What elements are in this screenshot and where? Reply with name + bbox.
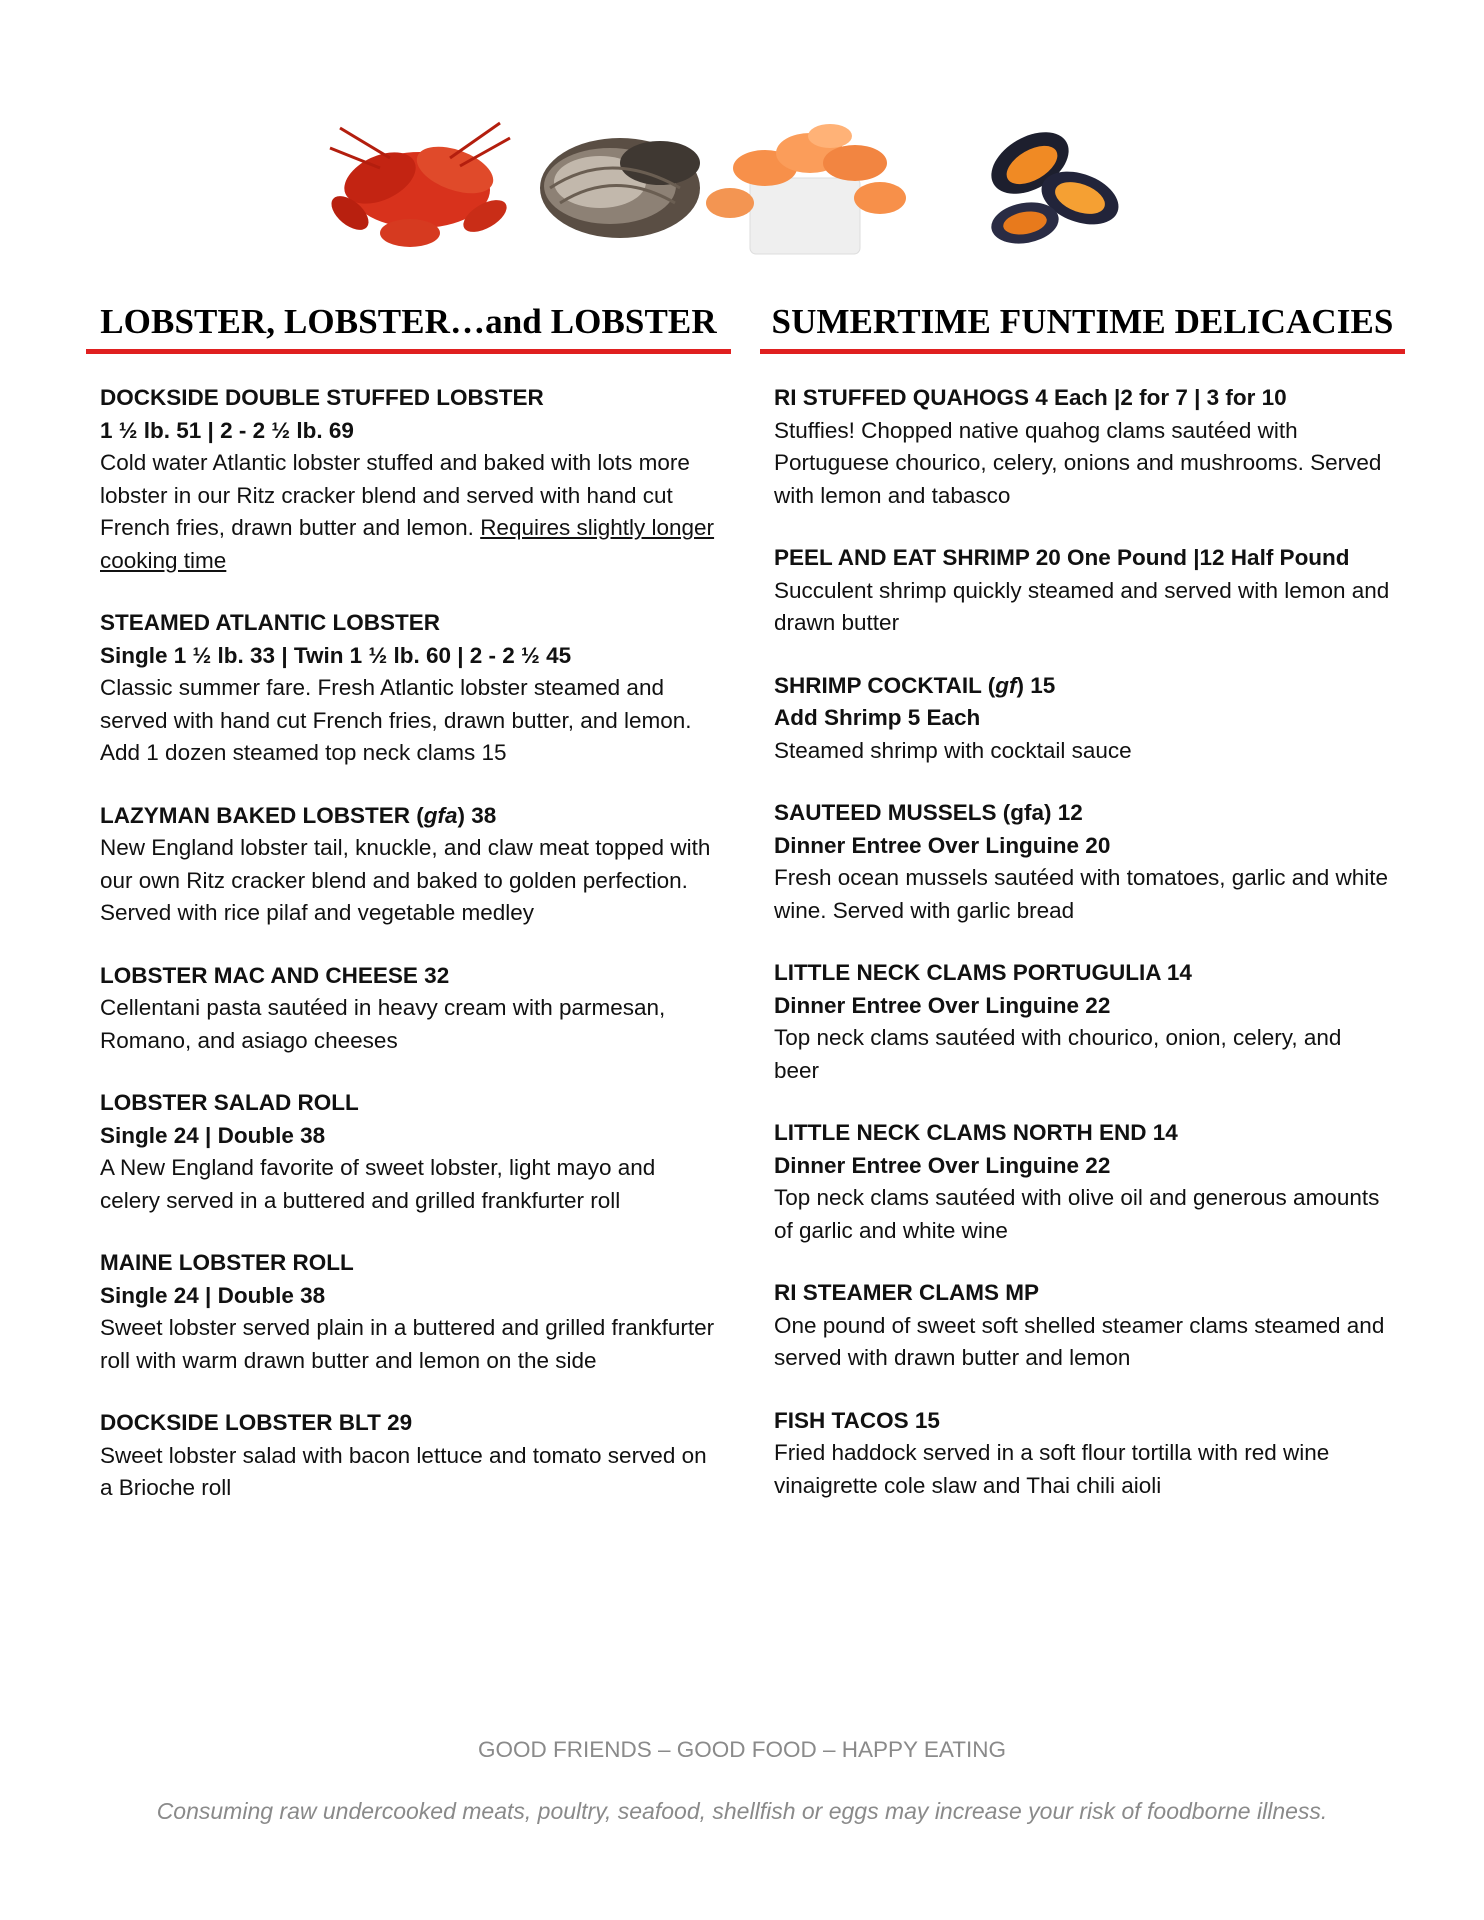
menu-item: [774, 957, 1391, 1087]
item-name: DOCKSIDE LOBSTER BLT 29: [100, 1410, 413, 1435]
item-name: SHRIMP COCKTAIL (gf) 15: [774, 672, 1056, 698]
item-name: LAZYMAN BAKED LOBSTER (gfa) 38: [100, 802, 497, 828]
menu-item: [100, 382, 717, 577]
delicacies-section: [760, 302, 1405, 1532]
menu-item: [774, 1117, 1391, 1247]
menu-item: [100, 960, 717, 1058]
item-description: Fresh ocean mussels sautéed with tomatoes, garlic and white wine. Served with garlic bread: [774, 865, 1389, 923]
menu-item: [774, 670, 1391, 768]
item-description: Cellentani pasta sautéed in heavy cream with parmesan, Romano, and asiago cheeses: [100, 995, 666, 1053]
item-description: Cold water Atlantic lobster stuffed and baked with lots more lobster in our Ritz cracker blend and served with hand cut French fries, drawn butter and lemon. Requires slightly longer cooking time: [100, 450, 715, 573]
clams-photo: [540, 138, 700, 238]
menu-item: [774, 542, 1391, 640]
shrimp-photo: [706, 124, 906, 254]
item-description: New England lobster tail, knuckle, and claw meat topped with our own Ritz cracker blend and baked to golden perfection. Served with rice pilaf and vegetable medley: [100, 835, 711, 925]
item-note: Requires slightly longer cooking time: [100, 515, 715, 573]
item-description: Sweet lobster served plain in a buttered and grilled frankfurter roll with warm drawn butter and lemon on the side: [100, 1315, 715, 1373]
menu-item: [100, 607, 717, 770]
item-name: DOCKSIDE DOUBLE STUFFED LOBSTER: [100, 385, 544, 410]
menu-item: [100, 800, 717, 930]
mussels-photo: [981, 119, 1126, 248]
health-warning: Consuming raw undercooked meats, poultry, seafood, shellfish or eggs may increase your risk of foodborne illness.: [156, 1798, 1328, 1824]
menu-item: [100, 1407, 717, 1505]
item-price: Add Shrimp 5 Each: [774, 705, 981, 730]
item-description: A New England favorite of sweet lobster, light mayo and celery served in a buttered and grilled frankfurter roll: [100, 1155, 656, 1213]
item-price: 1 ½ lb. 51 | 2 - 2 ½ lb. 69: [100, 417, 354, 443]
item-name: STEAMED ATLANTIC LOBSTER: [100, 610, 440, 635]
item-description: Fried haddock served in a soft flour tortilla with red wine vinaigrette cole slaw and Thai chili aioli: [774, 1440, 1330, 1498]
item-description: Succulent shrimp quickly steamed and served with lemon and drawn butter: [774, 577, 1390, 635]
menu-item: [100, 1247, 717, 1377]
item-description: Top neck clams sautéed with olive oil and generous amounts of garlic and white wine: [774, 1185, 1380, 1243]
menu-item: [774, 797, 1391, 927]
item-name: RI STUFFED QUAHOGS 4 Each |2 for 7 | 3 for 10: [774, 385, 1287, 410]
item-price: Dinner Entree Over Linguine 20: [774, 832, 1111, 858]
item-name: LOBSTER SALAD ROLL: [100, 1090, 359, 1115]
delicacies-section-heading: SUMERTIME FUNTIME DELICACIES: [760, 302, 1405, 354]
item-description: Top neck clams sautéed with chourico, onion, celery, and beer: [774, 1025, 1342, 1083]
item-description: Stuffies! Chopped native quahog clams sautéed with Portuguese chourico, celery, onions and mushrooms. Served with lemon and tabasco: [774, 417, 1382, 508]
lobster-section-heading: LOBSTER, LOBSTER…and LOBSTER: [86, 302, 731, 354]
item-name: MAINE LOBSTER ROLL: [100, 1250, 354, 1275]
menu-item: [774, 1405, 1391, 1503]
item-price: Single 1 ½ lb. 33 | Twin 1 ½ lb. 60 | 2 - 2 ½ 45: [100, 642, 572, 668]
menu-item: [774, 1277, 1391, 1375]
item-name: RI STEAMER CLAMS MP: [774, 1280, 1040, 1305]
seafood-photo-strip: [310, 108, 1170, 258]
item-description: Sweet lobster salad with bacon lettuce and tomato served on a Brioche roll: [100, 1442, 707, 1500]
item-price: Dinner Entree Over Linguine 22: [774, 1152, 1111, 1178]
item-price: Single 24 | Double 38: [100, 1282, 326, 1308]
item-description: Classic summer fare. Fresh Atlantic lobster steamed and served with hand cut French fries, drawn butter, and lemon. Add 1 dozen steamed top neck clams 15: [100, 675, 692, 765]
item-name: LOBSTER MAC AND CHEESE 32: [100, 962, 450, 988]
item-name: SAUTEED MUSSELS (gfa) 12: [774, 800, 1083, 825]
footer-slogan: GOOD FRIENDS – GOOD FOOD – HAPPY EATING: [477, 1737, 1006, 1762]
lobster-section: [86, 302, 731, 1535]
item-price: Single 24 | Double 38: [100, 1122, 326, 1148]
lobsters-photo: [325, 123, 511, 247]
item-name: LITTLE NECK CLAMS PORTUGULIA 14: [774, 960, 1192, 985]
item-description: One pound of sweet soft shelled steamer clams steamed and served with drawn butter and lemon: [774, 1312, 1385, 1370]
item-name: FISH TACOS 15: [774, 1407, 940, 1433]
item-name: PEEL AND EAT SHRIMP 20 One Pound |12 Half Pound: [774, 545, 1350, 570]
menu-item: [100, 1087, 717, 1217]
item-name: LITTLE NECK CLAMS NORTH END 14: [774, 1120, 1178, 1145]
item-price: Dinner Entree Over Linguine 22: [774, 992, 1111, 1018]
item-description: Steamed shrimp with cocktail sauce: [774, 737, 1132, 763]
menu-item: [774, 382, 1391, 512]
